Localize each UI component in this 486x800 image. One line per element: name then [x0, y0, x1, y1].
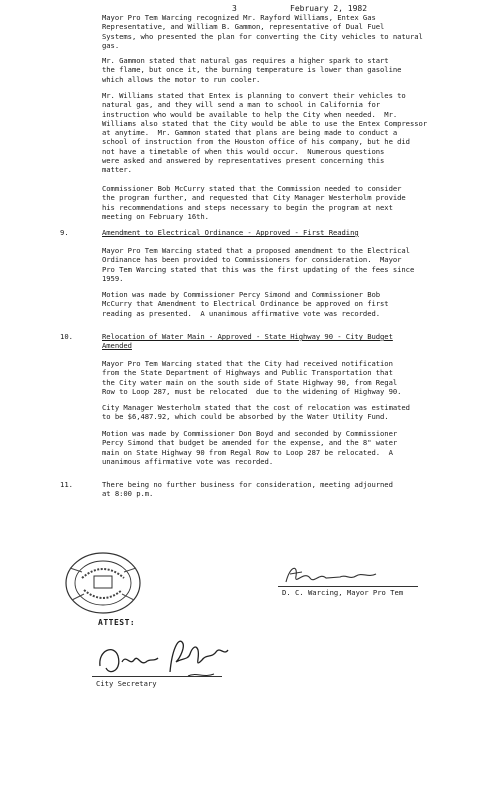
paragraph-water-main: Mayor Pro Tem Warcing stated that the City had received notification from the State Department of Highways and Public Transportation that the City water main on the south side of State Highway 90, from Regal Row to Loop 287, must be relocated due to the widening of Highway 90. — [102, 359, 402, 396]
paragraph-electrical-ordinance: Mayor Pro Tem Warcing stated that a proposed amendment to the Electrical Ordinance has been provided to Commissioners for consideration. Mayor Pro Tem Warcing stated that this was the first updating of the fees since 1959. — [102, 246, 415, 283]
item-11-number: 11. — [60, 480, 73, 489]
city-seal-stamp — [62, 548, 144, 618]
paragraph-gammon-statement: Mr. Gammon stated that natural gas requires a higher spark to start the flame, but once it, the burning temperature is lower than gasoline which allows the motor to run cooler. — [102, 56, 402, 84]
paragraph-water-main-motion: Motion was made by Commissioner Don Boyd and seconded by Commissioner Percy Simond that budget be amended for the expense, and the 8" water main on State Highway 90 from Regal Row to Loop 287 be relocated. A unanimous affirmative vote was recorded. — [102, 429, 398, 466]
paragraph-adjournment: There being no further business for consideration, meeting adjourned at 8:00 p.m. — [102, 480, 393, 499]
item-9-number: 9. — [60, 228, 69, 237]
mayor-signature-line — [278, 586, 418, 587]
paragraph-mccurry-statement: Commissioner Bob McCurry stated that the Commission needed to consider the program further, and requested that City Manager Westerholm provide his recommendations and steps necessary to begin the program at next meeting on February 16th. — [102, 184, 406, 221]
item-10-title-line1: Relocation of Water Main - Approved - State Highway 90 - City Budget — [102, 332, 393, 341]
paragraph-electrical-motion: Motion was made by Commissioner Percy Simond and Commissioner Bob McCurry that Amendment to Electrical Ordinance be approved on first reading as presented. A unanimous affirmative vote was recorded. — [102, 290, 389, 318]
attest-label: ATTEST: — [98, 618, 136, 627]
city-secretary-signature — [92, 632, 242, 682]
item-10-title-line2: Amended — [102, 341, 132, 350]
mayor-name: D. C. Warcing, Mayor Pro Tem — [282, 588, 404, 597]
paragraph-relocation-cost: City Manager Westerholm stated that the cost of relocation was estimated to be $6,487.92, which could be absorbed by the Water Utility Fund. — [102, 403, 410, 422]
city-secretary-signature-line — [92, 676, 222, 677]
paragraph-williams-statement: Mr. Williams stated that Entex is planning to convert their vehicles to natural gas, and they will send a man to school in California for instruction who would be available to help the City when needed. Mr. Williams also stated that the City would be able to use the Entex Compressor at anytime. Mr. Gammon stated that plans are being made to conduct a school of instruction from the Houston office of his company, but he did not have a timetable of when this would occur. Numerous questions were asked and answered by representatives present concerning this matter. — [102, 91, 428, 175]
page-number: 3 — [232, 4, 237, 13]
meeting-date: February 2, 1982 — [290, 4, 368, 13]
paragraph-gas-presentation: Mayor Pro Tem Warcing recognized Mr. Rayford Williams, Entex Gas Representative, and William B. Gammon, representative of Dual Fuel Systems, who presented the plan for converting the City vehicles to natural gas. — [102, 13, 423, 50]
item-10-number: 10. — [60, 332, 73, 341]
item-9-title: Amendment to Electrical Ordinance - Approved - First Reading — [102, 228, 359, 237]
city-secretary-title: City Secretary — [96, 679, 157, 688]
